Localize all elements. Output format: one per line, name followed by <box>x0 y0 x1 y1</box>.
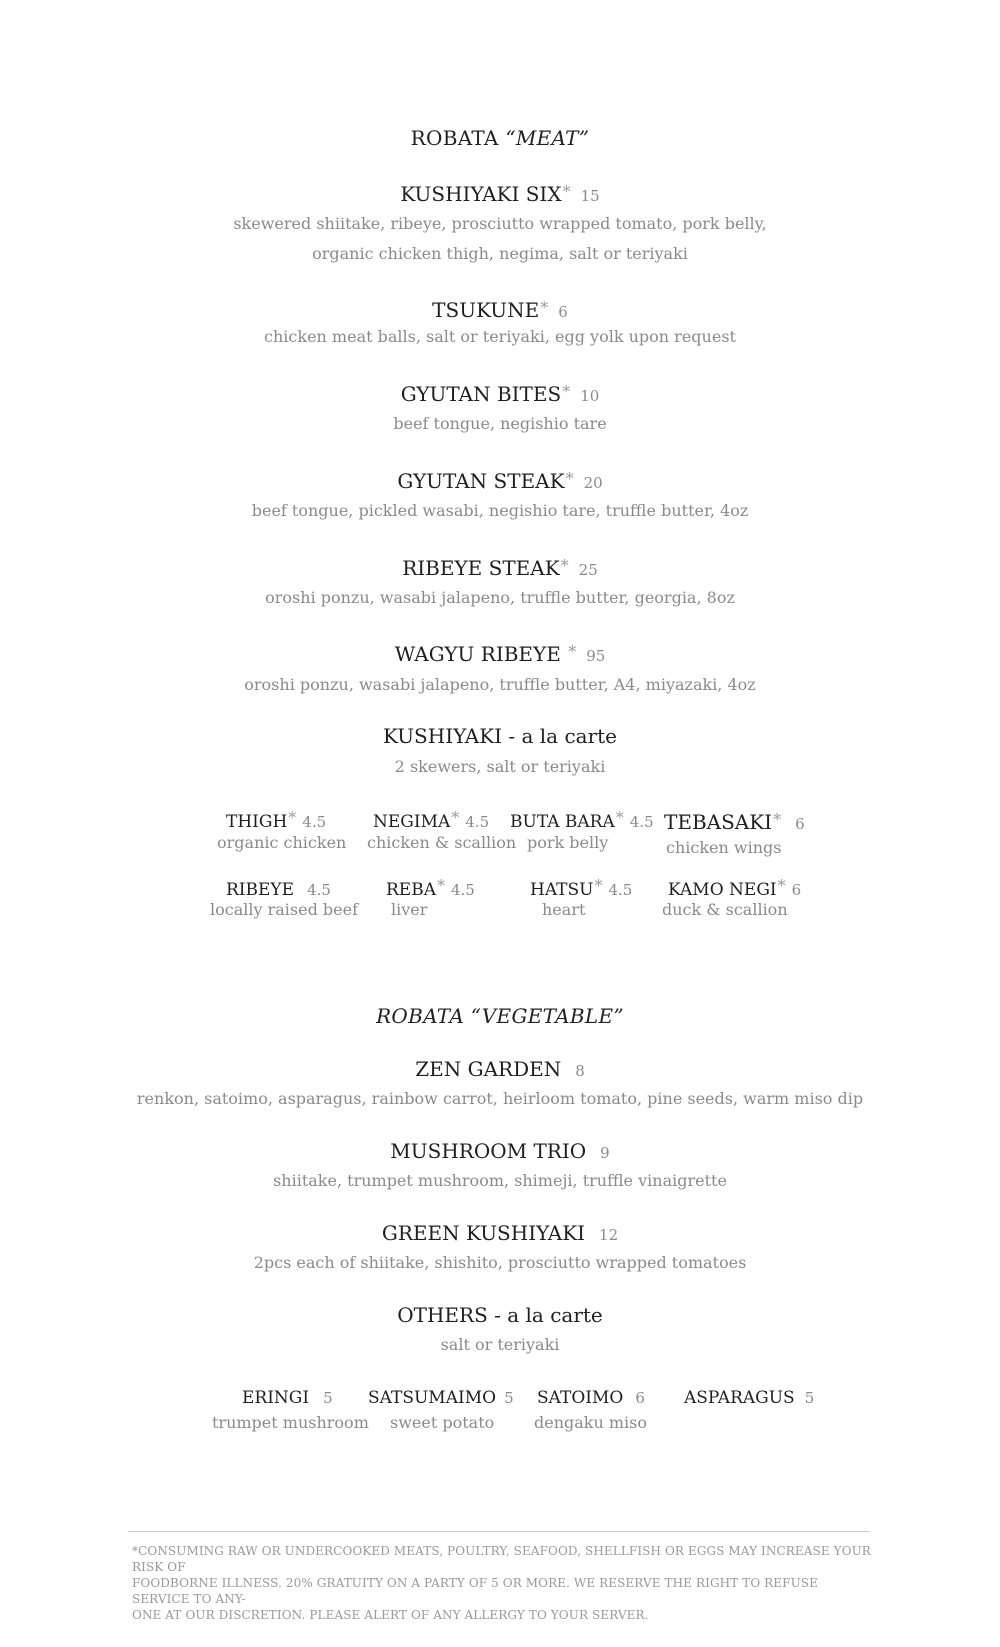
item-description: liver <box>391 900 428 919</box>
alacarte-item-ribeye <box>226 876 331 900</box>
item-price: 8 <box>575 1062 585 1080</box>
item-star: * <box>615 808 624 827</box>
item-price: 6 <box>635 1389 645 1407</box>
menu-item-ribeye-steak <box>0 556 1000 580</box>
footer-divider <box>128 1531 870 1532</box>
item-price: 4.5 <box>307 881 331 899</box>
item-description: 2pcs each of shiitake, shishito, prosciutto wrapped tomatoes <box>253 1253 747 1272</box>
item-price: 5 <box>804 1389 815 1407</box>
others-alacarte-subtitle: salt or teriyaki <box>440 1335 560 1354</box>
item-description: oroshi ponzu, wasabi jalapeno, truffle butter, georgia, 8oz <box>265 588 735 607</box>
item-star: * <box>594 876 603 895</box>
item-name: GYUTAN STEAK <box>397 469 565 493</box>
item-description: beef tongue, pickled wasabi, negishio tare, truffle butter, 4oz <box>251 501 749 520</box>
item-description: beef tongue, negishio tare <box>393 414 607 433</box>
item-star: * <box>773 810 782 829</box>
alacarte-item-satsumaimo <box>368 1388 514 1408</box>
item-name: TSUKUNE <box>432 298 540 322</box>
alacarte-item-asparagus <box>684 1388 814 1408</box>
item-description: locally raised beef <box>210 900 359 919</box>
alacarte-item-kamo-negi <box>668 876 801 900</box>
others-alacarte-title: OTHERS - a la carte <box>397 1303 603 1327</box>
item-price: 4.5 <box>302 813 327 831</box>
item-price: 4.5 <box>629 813 654 831</box>
menu-item-gyutan-bites <box>0 382 1000 406</box>
meat-section-title-italic: “MEAT” <box>505 126 590 150</box>
item-name: ASPARAGUS <box>684 1388 795 1408</box>
item-name: SATSUMAIMO <box>368 1388 497 1408</box>
alacarte-item-thigh <box>226 808 326 832</box>
item-star: * <box>562 382 571 401</box>
item-name: WAGYU RIBEYE <box>394 642 568 666</box>
item-price: 5 <box>323 1389 333 1407</box>
item-name: ZEN GARDEN <box>415 1057 562 1081</box>
disclaimer-line: ONE AT OUR DISCRETION. PLEASE ALERT OF ANY ALLERGY TO YOUR SERVER. <box>132 1608 649 1622</box>
menu-item-green-kushiyaki <box>0 1221 1000 1245</box>
item-description: chicken meat balls, salt or teriyaki, egg yolk upon request <box>264 327 736 346</box>
disclaimer-line: FOODBORNE ILLNESS. 20% GRATUITY ON A PARTY OF 5 OR MORE. WE RESERVE THE RIGHT TO REFUSE SERVICE TO ANY- <box>132 1576 818 1606</box>
allergy-disclaimer <box>132 1543 872 1623</box>
item-name: GREEN KUSHIYAKI <box>381 1221 586 1245</box>
item-name: RIBEYE <box>226 880 295 900</box>
item-price: 12 <box>599 1226 619 1244</box>
item-price: 6 <box>558 303 568 321</box>
item-star: * <box>562 182 571 201</box>
menu-item-tsukune <box>0 298 1000 322</box>
item-description: organic chicken thigh, negima, salt or teriyaki <box>312 244 688 263</box>
kushiyaki-alacarte-title: KUSHIYAKI - a la carte <box>382 724 618 748</box>
item-description: pork belly <box>527 833 609 852</box>
item-price: 6 <box>791 881 802 899</box>
item-star: * <box>777 876 786 895</box>
item-price: 4.5 <box>450 881 475 899</box>
item-name: SATOIMO <box>537 1388 624 1408</box>
alacarte-item-satoimo <box>537 1388 645 1408</box>
menu-item-kushiyaki-six <box>0 182 1000 206</box>
item-name: TEBASAKI <box>664 810 773 834</box>
item-star: * <box>288 808 297 827</box>
item-description: skewered shiitake, ribeye, prosciutto wrapped tomato, pork belly, <box>233 214 767 233</box>
item-name: THIGH <box>226 812 288 832</box>
item-name: ERINGI <box>242 1388 310 1408</box>
item-name: RIBEYE STEAK <box>402 556 560 580</box>
alacarte-item-tebasaki <box>664 810 805 834</box>
item-description: chicken & scallion <box>367 833 517 852</box>
item-description: trumpet mushroom <box>212 1413 369 1432</box>
item-price: 15 <box>580 187 600 205</box>
alacarte-item-hatsu <box>530 876 632 900</box>
veg-section-title: ROBATA “VEGETABLE” <box>376 1004 624 1028</box>
item-star: * <box>540 298 549 317</box>
menu-item-gyutan-steak <box>0 469 1000 493</box>
item-name: GYUTAN BITES <box>400 382 562 406</box>
item-description: dengaku miso <box>534 1413 648 1432</box>
menu-item-zen-garden <box>0 1057 1000 1081</box>
item-price: 10 <box>580 387 600 405</box>
item-name: REBA <box>386 880 436 900</box>
item-description: heart <box>542 900 586 919</box>
meat-section-title <box>0 126 1000 150</box>
item-description: chicken wings <box>666 838 782 857</box>
item-price: 4.5 <box>465 813 490 831</box>
alacarte-item-eringi <box>242 1388 333 1408</box>
item-name: NEGIMA <box>373 812 451 832</box>
alacarte-item-buta-bara <box>510 808 654 832</box>
item-description: organic chicken <box>217 833 347 852</box>
item-name: MUSHROOM TRIO <box>390 1139 587 1163</box>
item-star: * <box>436 876 445 895</box>
item-description: sweet potato <box>390 1413 495 1432</box>
item-star: * <box>451 808 460 827</box>
item-price: 9 <box>600 1144 610 1162</box>
item-price: 6 <box>795 815 805 833</box>
item-price: 95 <box>586 647 606 665</box>
disclaimer-line: *CONSUMING RAW OR UNDERCOOKED MEATS, POULTRY, SEAFOOD, SHELLFISH OR EGGS MAY INCREASE YOUR RISK OF <box>132 1544 871 1574</box>
item-price: 5 <box>504 1389 514 1407</box>
item-description: shiitake, trumpet mushroom, shimeji, truffle vinaigrette <box>273 1171 727 1190</box>
alacarte-item-negima <box>373 808 489 832</box>
alacarte-item-reba <box>386 876 475 900</box>
item-name: KAMO NEGI <box>668 880 777 900</box>
menu-item-wagyu-ribeye <box>0 642 1000 666</box>
item-star: * <box>565 469 574 488</box>
item-description: renkon, satoimo, asparagus, rainbow carrot, heirloom tomato, pine seeds, warm miso dip <box>136 1089 864 1108</box>
menu-item-mushroom-trio <box>0 1139 1000 1163</box>
item-price: 4.5 <box>608 881 633 899</box>
item-star: * <box>568 642 577 661</box>
item-description: duck & scallion <box>662 900 788 919</box>
item-name: HATSU <box>530 880 594 900</box>
item-price: 25 <box>578 561 598 579</box>
item-description: oroshi ponzu, wasabi jalapeno, truffle butter, A4, miyazaki, 4oz <box>244 675 756 694</box>
item-price: 20 <box>583 474 603 492</box>
item-star: * <box>560 556 569 575</box>
item-name: KUSHIYAKI SIX <box>400 182 562 206</box>
meat-section-title-plain: ROBATA <box>410 126 506 150</box>
item-name: BUTA BARA <box>510 812 615 832</box>
kushiyaki-alacarte-subtitle: 2 skewers, salt or teriyaki <box>394 757 606 776</box>
